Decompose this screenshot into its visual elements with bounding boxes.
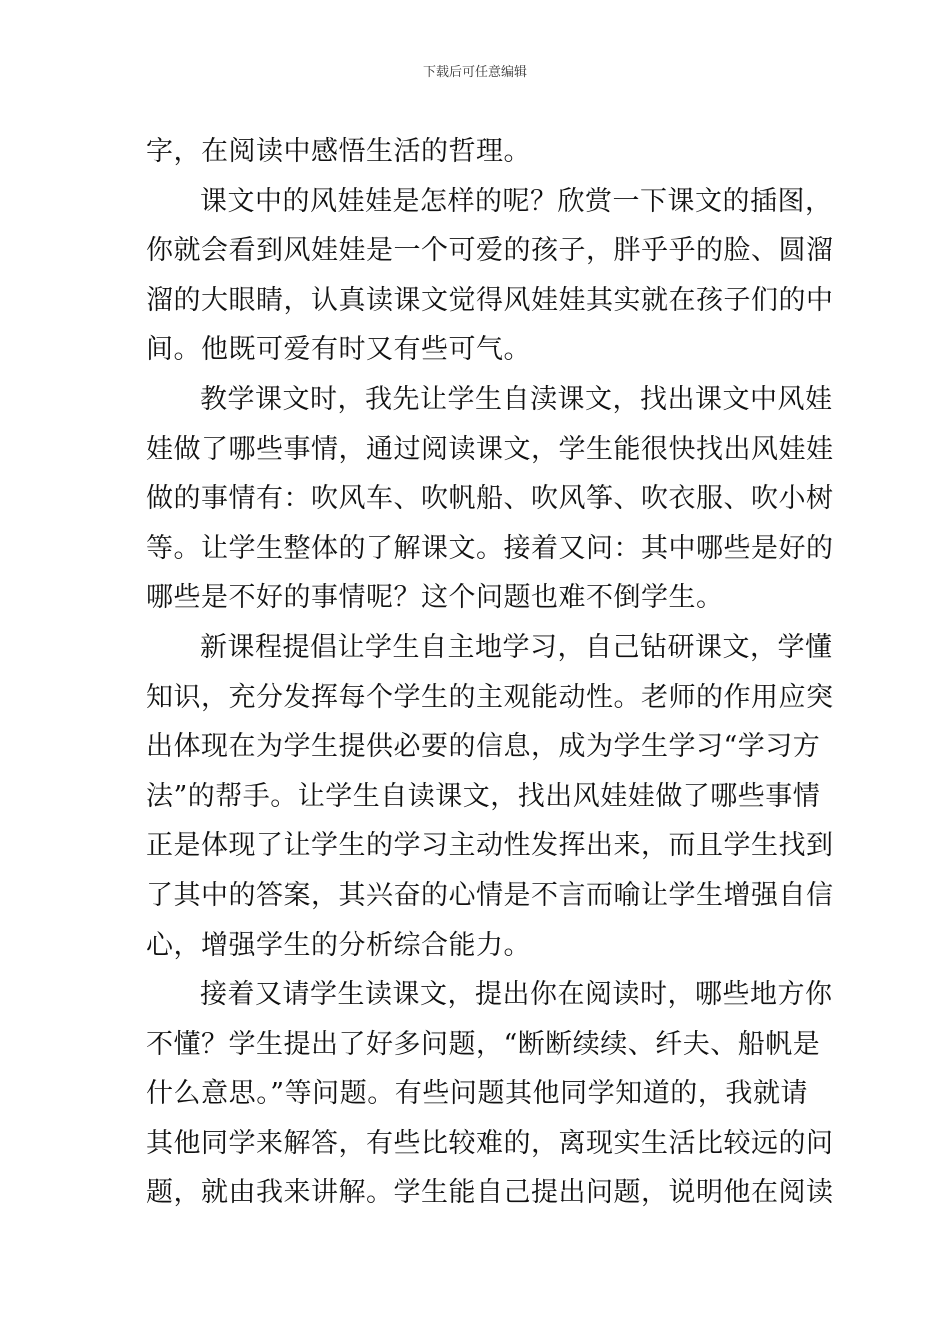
- page-header-note: 下载后可任意编辑: [422, 65, 527, 80]
- text-line: 等。让学生整体的了解课文。接着又问：其中哪些是好的: [146, 532, 834, 564]
- text-line: 心，增强学生的分析综合能力。: [146, 929, 531, 961]
- text-line: 什么意思。”等问题。有些问题其他同学知道的，我就请: [146, 1078, 808, 1110]
- text-line: 法”的帮手。让学生自读课文，找出风娃娃做了哪些事情: [146, 780, 821, 812]
- text-line: 知识，充分发挥每个学生的主观能动性。老师的作用应突: [146, 681, 834, 713]
- paragraph-first-line: 新课程提倡让学生自主地学习，自己钻研课文，学懂: [200, 631, 833, 663]
- text-line: 了其中的答案，其兴奋的心情是不言而喻让学生增强自信: [146, 879, 834, 911]
- text-line: 间。他既可爱有时又有些可气。: [146, 334, 531, 366]
- paragraph-first-line: 接着又请学生读课文，提出你在阅读时，哪些地方你: [200, 979, 833, 1011]
- paragraph-first-line: 教学课文时，我先让学生自渎课文，找出课文中风娃: [200, 383, 833, 415]
- text-line: 出体现在为学生提供必要的信息，成为学生学习“学习方: [146, 731, 821, 763]
- paragraph-first-line: 课文中的风娃娃是怎样的呢？欣赏一下课文的插图，: [200, 185, 833, 217]
- text-line: 字，在阅读中感悟生活的哲理。: [146, 136, 531, 167]
- text-line: 其他同学来解答，有些比较难的，离现实生活比较远的问: [146, 1127, 834, 1159]
- text-line: 不懂？学生提出了好多问题，“断断续续、纤夫、船帆是: [146, 1028, 821, 1060]
- document-body: [146, 127, 834, 1218]
- text-line: 溜的大眼睛，认真读课文觉得风娃娃其实就在孩子们的中: [146, 284, 834, 316]
- text-line: 正是体现了让学生的学习主动性发挥出来，而且学生找到: [146, 830, 834, 862]
- text-line: 题，就由我来讲解。学生能自己提出问题，说明他在阅读: [146, 1177, 834, 1209]
- text-line: 哪些是不好的事情呢？这个问题也难不倒学生。: [146, 582, 724, 614]
- text-line: 做的事情有：吹风车、吹帆船、吹风筝、吹衣服、吹小树: [146, 483, 834, 515]
- text-line: 你就会看到风娃娃是一个可爱的孩子，胖乎乎的脸、圆溜: [146, 235, 834, 267]
- text-line: 娃做了哪些事情，通过阅读课文，学生能很快找出风娃娃: [146, 433, 834, 465]
